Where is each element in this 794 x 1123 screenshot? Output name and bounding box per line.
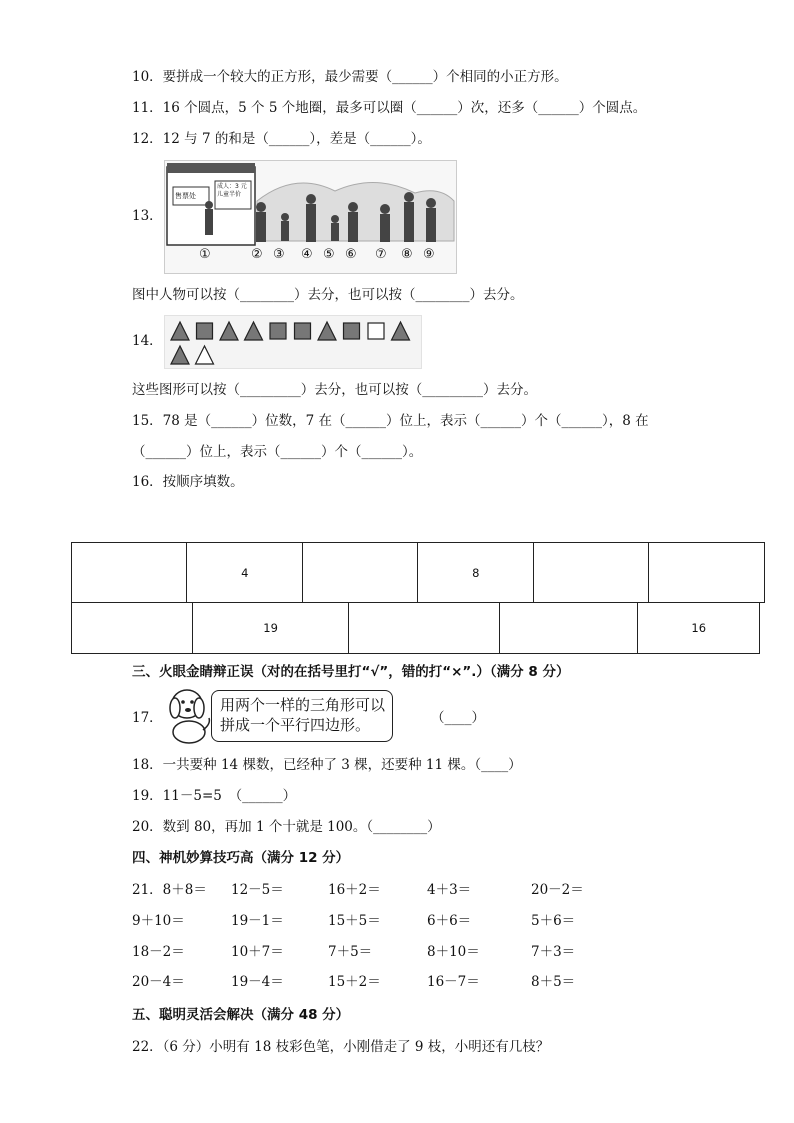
square-shape: [295, 323, 311, 339]
triangle-shape: [245, 322, 263, 340]
question-11: 11．16 个圆点，5 个 5 个地圈，最多可以圈（______）次，还多（______）个圆点。: [132, 100, 647, 116]
figure-number-5: ⑤: [323, 247, 335, 262]
calc-item[interactable]: 15＋5＝: [328, 913, 381, 929]
sequence-cell: 16: [638, 603, 760, 654]
section-5-heading: 五、聪明灵活会解决（满分 48 分）: [132, 1007, 350, 1023]
question-16: 16．按顺序填数。: [132, 474, 244, 490]
question-12: 12．12 与 7 的和是（______），差是（______）。: [132, 131, 431, 147]
square-shape: [368, 323, 384, 339]
sequence-cell: 4: [187, 543, 303, 603]
question-20: 20．数到 80，再加 1 个十就是 100。（________）: [132, 819, 441, 835]
question-14-label: 14．: [132, 333, 163, 349]
calc-item[interactable]: 8＋10＝: [427, 944, 480, 960]
triangle-shape: [220, 322, 238, 340]
speech-bubble: [211, 690, 393, 742]
calc-item[interactable]: 20－2＝: [531, 882, 584, 898]
sequence-cell[interactable]: [72, 543, 187, 603]
ticket-line-picture: [164, 160, 457, 274]
figure-number-9: ⑨: [423, 247, 435, 262]
figure-number-7: ⑦: [375, 247, 387, 262]
speech-bubble-text: 用两个一样的三角形可以拼成一个平行四边形。: [220, 696, 386, 734]
sequence-table-row-2: [71, 602, 760, 654]
calc-item[interactable]: 16＋2＝: [328, 882, 381, 898]
triangle-shape: [318, 322, 336, 340]
calc-item[interactable]: 15＋2＝: [328, 974, 381, 990]
figure-number-1: ①: [199, 247, 211, 262]
calc-item[interactable]: 16－7＝: [427, 974, 480, 990]
square-shape: [270, 323, 286, 339]
calc-item[interactable]: 21．8＋8＝: [132, 882, 207, 898]
sequence-cell[interactable]: [500, 603, 638, 654]
shapes-illustration: [165, 316, 421, 368]
figure-number-2: ②: [251, 247, 263, 262]
sequence-cell[interactable]: [534, 543, 649, 603]
question-19: 19．11－5=5 （______）: [132, 788, 297, 804]
question-13-label: 13．: [132, 208, 163, 224]
square-shape: [197, 323, 213, 339]
triangle-shape: [171, 346, 189, 364]
question-10: 10．要拼成一个较大的正方形，最少需要（______）个相同的小正方形。: [132, 69, 568, 85]
question-15-line-2: （______）位上，表示（______）个（______）。: [132, 444, 423, 460]
calc-item[interactable]: 19－1＝: [231, 913, 284, 929]
sequence-cell[interactable]: [303, 543, 418, 603]
question-17-answer-blank[interactable]: （____）: [431, 710, 485, 726]
triangle-shape: [392, 322, 410, 340]
sequence-cell: 19: [193, 603, 348, 654]
question-13-text: 图中人物可以按（________）去分，也可以按（________）去分。: [132, 287, 524, 303]
question-22: 22．（6 分）小明有 18 枝彩色笔，小刚借走了 9 枝，小明还有几枝？: [132, 1039, 550, 1055]
question-17-label: 17．: [132, 710, 163, 726]
sequence-cell[interactable]: [649, 543, 765, 603]
calc-item[interactable]: 18－2＝: [132, 944, 185, 960]
figure-number-3: ③: [273, 247, 285, 262]
price-sign: 成人：3 元 儿童半价: [217, 183, 247, 198]
calc-item[interactable]: 12－5＝: [231, 882, 284, 898]
triangle-shape: [171, 322, 189, 340]
calc-item[interactable]: 19－4＝: [231, 974, 284, 990]
sequence-cell[interactable]: [72, 603, 193, 654]
dog-icon: [163, 684, 213, 746]
calc-item[interactable]: 5＋6＝: [531, 913, 576, 929]
question-18: 18．一共要种 14 棵数，已经种了 3 棵，还要种 11 棵。（____）: [132, 757, 522, 773]
calc-item[interactable]: 9＋10＝: [132, 913, 185, 929]
calc-item[interactable]: 10＋7＝: [231, 944, 284, 960]
shapes-picture: [164, 315, 422, 369]
ticket-office-sign: 售票处: [175, 192, 196, 200]
square-shape: [344, 323, 360, 339]
figure-number-8: ⑧: [401, 247, 413, 262]
calc-item[interactable]: 6＋6＝: [427, 913, 472, 929]
sequence-cell[interactable]: [348, 603, 499, 654]
question-14-text: 这些图形可以按（_________）去分，也可以按（_________）去分。: [132, 382, 537, 398]
triangle-shape: [196, 346, 214, 364]
calc-item[interactable]: 7＋3＝: [531, 944, 576, 960]
question-15-line-1: 15．78 是（______）位数，7 在（______）位上，表示（______）个（______），8 在: [132, 413, 649, 429]
figure-number-6: ⑥: [345, 247, 357, 262]
sequence-cell: 8: [418, 543, 534, 603]
sequence-table-row-1: [71, 542, 765, 603]
calc-item[interactable]: 20－4＝: [132, 974, 185, 990]
section-4-heading: 四、神机妙算技巧高（满分 12 分）: [132, 850, 350, 866]
calc-item[interactable]: 7＋5＝: [328, 944, 373, 960]
figure-number-4: ④: [301, 247, 313, 262]
calc-item[interactable]: 4＋3＝: [427, 882, 472, 898]
section-3-heading: 三、火眼金睛辩正误（对的在括号里打“√”，错的打“×”.）（满分 8 分）: [132, 664, 570, 680]
calc-item[interactable]: 8＋5＝: [531, 974, 576, 990]
